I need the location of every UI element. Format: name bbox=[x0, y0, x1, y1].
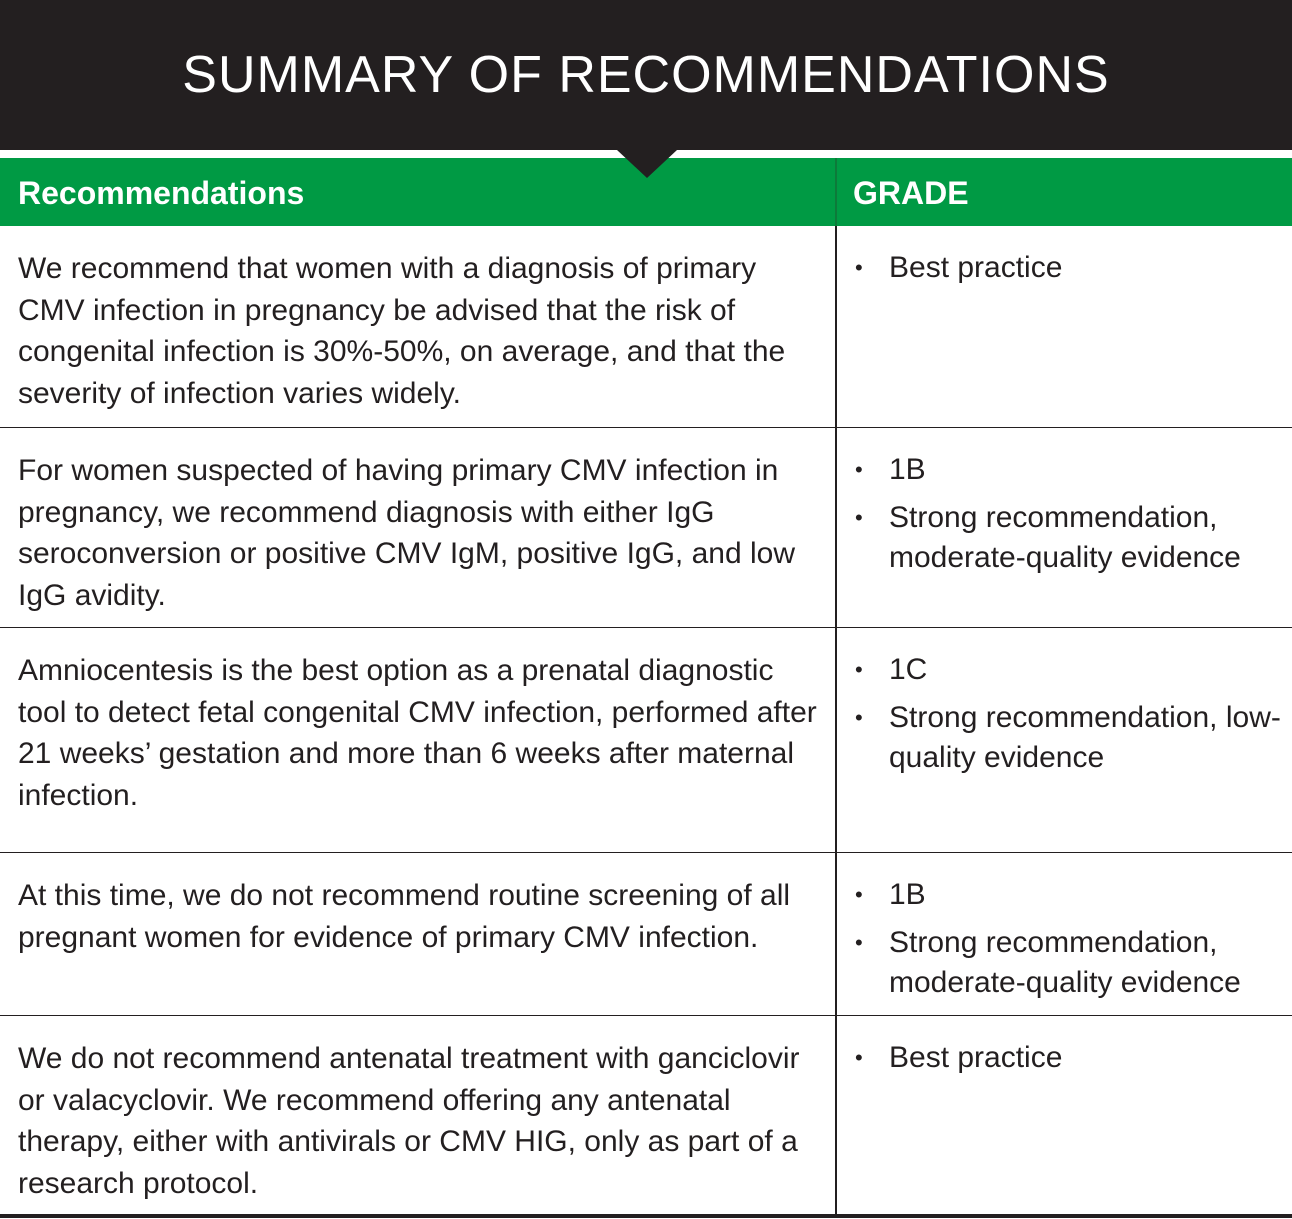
grade-text: 1B bbox=[889, 453, 926, 486]
grade-list bbox=[855, 875, 1285, 1011]
grade-item bbox=[855, 650, 1285, 690]
grade-text: Strong recommendation, low-quality evidence bbox=[889, 701, 1281, 774]
bullet-icon: • bbox=[855, 882, 863, 907]
grade-text: Strong recommendation, moderate-quality evidence bbox=[889, 926, 1241, 999]
recommendation-text: We do not recommend antenatal treatment with ganciclovir or valacyclovir. We recommend offering any antenatal therapy, either with antivirals or CMV HIG, only as part of a research protocol. bbox=[18, 1042, 800, 1200]
grade-text: Strong recommendation, moderate-quality evidence bbox=[889, 501, 1241, 574]
grade-text: Best practice bbox=[889, 251, 1063, 284]
bullet-icon: • bbox=[855, 255, 863, 280]
grade-item bbox=[855, 450, 1285, 490]
grade-item bbox=[855, 248, 1285, 288]
recommendations-table bbox=[0, 226, 1292, 1219]
column-divider bbox=[835, 1016, 837, 1214]
grade-item bbox=[855, 498, 1285, 578]
bullet-icon: • bbox=[855, 705, 863, 730]
bullet-icon: • bbox=[855, 930, 863, 955]
column-divider bbox=[835, 428, 837, 627]
grade-list bbox=[855, 650, 1285, 786]
recommendation-text: Amniocentesis is the best option as a prenatal diagnostic tool to detect fetal congenital CMV infection, performed after 21 weeks’ gestation and more than 6 weeks after maternal infection. bbox=[18, 654, 817, 812]
header-grade: GRADE bbox=[853, 175, 969, 211]
recommendation-text: At this time, we do not recommend routine screening of all pregnant women for evidence of primary CMV infection. bbox=[18, 879, 791, 954]
column-divider bbox=[835, 853, 837, 1015]
grade-text: 1B bbox=[889, 878, 926, 911]
grade-text: 1C bbox=[889, 653, 928, 686]
grade-text: Best practice bbox=[889, 1041, 1063, 1074]
header-recommendations: Recommendations bbox=[18, 175, 305, 211]
bullet-icon: • bbox=[855, 457, 863, 482]
recommendation-text: For women suspected of having primary CMV infection in pregnancy, we recommend diagnosis with either IgG seroconversion or positive CMV IgM, positive IgG, and low IgG avidity. bbox=[18, 454, 795, 612]
bullet-icon: • bbox=[855, 1045, 863, 1070]
grade-item bbox=[855, 923, 1285, 1003]
grade-item bbox=[855, 698, 1285, 778]
grade-item bbox=[855, 1038, 1285, 1078]
bullet-icon: • bbox=[855, 657, 863, 682]
header-divider bbox=[835, 158, 837, 226]
table-row bbox=[0, 428, 1292, 628]
bullet-icon: • bbox=[855, 505, 863, 530]
table-row bbox=[0, 1016, 1292, 1218]
grade-list bbox=[855, 450, 1285, 586]
page-title: SUMMARY OF RECOMMENDATIONS bbox=[182, 46, 1110, 104]
title-pointer-arrow bbox=[617, 150, 677, 178]
title-bar bbox=[0, 0, 1292, 150]
grade-item bbox=[855, 875, 1285, 915]
column-divider bbox=[835, 226, 837, 427]
table-row bbox=[0, 853, 1292, 1016]
column-divider bbox=[835, 628, 837, 852]
table-row bbox=[0, 226, 1292, 428]
grade-list bbox=[855, 1038, 1285, 1086]
table-row bbox=[0, 628, 1292, 853]
recommendation-text: We recommend that women with a diagnosis of primary CMV infection in pregnancy be advised that the risk of congenital infection is 30%-50%, on average, and that the severity of infection varies widely. bbox=[18, 252, 786, 410]
grade-list bbox=[855, 248, 1285, 296]
